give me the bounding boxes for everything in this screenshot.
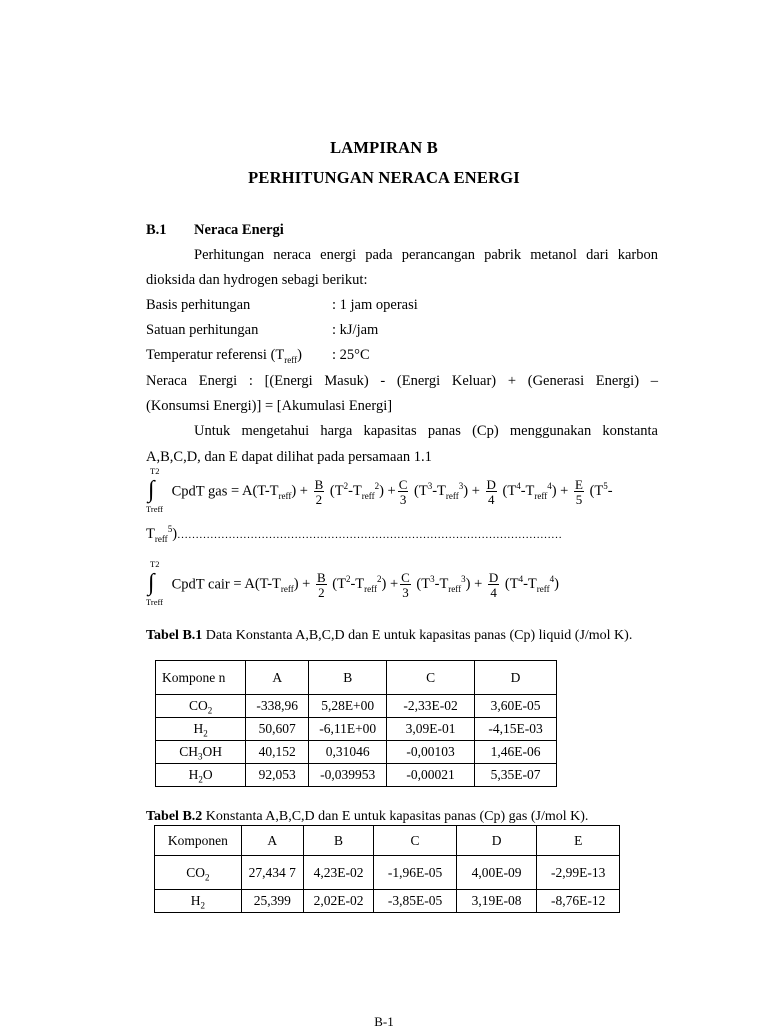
unit-value: : kJ/jam	[332, 322, 379, 338]
value-cell: 25,399	[241, 890, 303, 913]
component-cell: $H_2$	[156, 718, 246, 741]
value-cell: -338,96	[246, 695, 309, 718]
table-header-row	[156, 661, 557, 695]
header-cell: Kompone n	[156, 661, 246, 695]
table-row	[156, 764, 557, 787]
table-row	[156, 741, 557, 764]
value-cell: 3,09E-01	[387, 718, 475, 741]
value-cell: -4,15E-03	[475, 718, 557, 741]
value-cell: 0,31046	[309, 741, 387, 764]
gas-equation-continuation: $T_{reff}^5)\dots\dots\dots\dots\dots\dots\dots\dots\dots\dots\dots\dots\dots\dots\dots\dots\dots\dots\dots\dots\dots\dots\dots\dots\dots\dots\dots\dots\dots\dots\dots\dots\dots\dots\dots$	[146, 524, 563, 544]
component-cell: $H_2O$	[156, 764, 246, 787]
table-2-caption: Tabel B.2 Konstanta A,B,C,D dan E untuk kapasitas panas (Cp) gas (J/mol K).	[146, 809, 589, 824]
header-cell: C	[387, 661, 475, 695]
value-cell: -2,99E-13	[537, 856, 620, 890]
value-cell: -6,11E+00	[309, 718, 387, 741]
basis-value: : 1 jam operasi	[332, 297, 418, 313]
header-cell: A	[241, 826, 303, 856]
page-number: B-1	[374, 1014, 394, 1029]
table-row	[155, 856, 620, 890]
component-cell: $CH_3OH$	[156, 741, 246, 764]
header-cell: C	[374, 826, 457, 856]
appendix-subtitle: PERHITUNGAN NERACA ENERGI	[248, 168, 520, 187]
value-cell: 50,607	[246, 718, 309, 741]
paragraph-1-line-1: Perhitungan neraca energi pada perancangan pabrik metanol dari karbon	[194, 247, 658, 263]
value-cell: 1,46E-06	[475, 741, 557, 764]
header-cell: B	[309, 661, 387, 695]
gas-equation: T2 ∫ Treff CpdT gas = $A(T-T_{reff})$ + $\frac{B}{2}$ $(T^2-T_{reff}^2)$ + $\frac{C}{3}$ $(T^3-T_{reff}^3)$ + $\frac{D}{4}$ $(T^4-T_{reff}^4)$ + $\frac{E}{5}$ ($T^5-$	[146, 466, 613, 514]
paragraph-1-line-2: dioksida dan hydrogen sebagi berikut:	[146, 272, 368, 288]
energy-balance-line-2: (Konsumsi Energi)] = [Akumulasi Energi]	[146, 398, 393, 414]
table-1	[155, 660, 557, 787]
header-cell: E	[537, 826, 620, 856]
table-row	[155, 890, 620, 913]
reference-temperature-label: Temperatur referensi $(T_{reff})$	[146, 347, 302, 365]
value-cell: -0,039953	[309, 764, 387, 787]
value-cell: 3,60E-05	[475, 695, 557, 718]
table-row	[156, 718, 557, 741]
header-cell: D	[456, 826, 537, 856]
value-cell: 40,152	[246, 741, 309, 764]
value-cell: 3,19E-08	[456, 890, 537, 913]
value-cell: -0,00103	[387, 741, 475, 764]
value-cell: -0,00021	[387, 764, 475, 787]
reference-temperature-value: : 25°C	[332, 347, 370, 363]
paragraph-2-line-1: Untuk mengetahui harga kapasitas panas (Cp) menggunakan konstanta	[194, 423, 658, 439]
component-cell: $CO_2$	[156, 695, 246, 718]
liquid-equation: T2 ∫ Treff CpdT cair = $A(T-T_{reff})$ + $\frac{B}{2}$ $(T^2-T_{reff}^2)$ + $\frac{C}{3}$ $(T^3-T_{reff}^3)$ + $\frac{D}{4}$ $(T^4-T_{reff}^4)$	[146, 559, 559, 607]
component-cell: $CO_2$	[155, 856, 242, 890]
section-number: B.1	[146, 222, 167, 238]
basis-label: Basis perhitungan	[146, 297, 251, 313]
integral-symbol: T2 ∫ Treff	[146, 466, 164, 514]
table-row	[156, 695, 557, 718]
component-cell: $H_2$	[155, 890, 242, 913]
value-cell: -1,96E-05	[374, 856, 457, 890]
unit-label: Satuan perhitungan	[146, 322, 259, 338]
header-cell: A	[246, 661, 309, 695]
table-header-row	[155, 826, 620, 856]
table-1-caption: Tabel B.1 Data Konstanta A,B,C,D dan E untuk kapasitas panas (Cp) liquid (J/mol K).	[146, 628, 633, 643]
value-cell: 27,434 7	[241, 856, 303, 890]
value-cell: -8,76E-12	[537, 890, 620, 913]
header-cell: D	[475, 661, 557, 695]
paragraph-2-line-2: A,B,C,D, dan E dapat dilihat pada persamaan 1.1	[146, 449, 432, 465]
header-cell: Komponen	[155, 826, 242, 856]
appendix-title: LAMPIRAN B	[330, 138, 438, 157]
section-title: Neraca Energi	[194, 222, 284, 238]
value-cell: -3,85E-05	[374, 890, 457, 913]
value-cell: 5,28E+00	[309, 695, 387, 718]
value-cell: 92,053	[246, 764, 309, 787]
value-cell: -2,33E-02	[387, 695, 475, 718]
table-2	[154, 825, 620, 913]
value-cell: 4,23E-02	[303, 856, 373, 890]
integral-symbol: T2 ∫ Treff	[146, 559, 164, 607]
header-cell: B	[303, 826, 373, 856]
energy-balance-line-1: Neraca Energi : [(Energi Masuk) - (Energi Keluar) + (Generasi Energi) –	[146, 373, 658, 389]
value-cell: 2,02E-02	[303, 890, 373, 913]
value-cell: 4,00E-09	[456, 856, 537, 890]
value-cell: 5,35E-07	[475, 764, 557, 787]
